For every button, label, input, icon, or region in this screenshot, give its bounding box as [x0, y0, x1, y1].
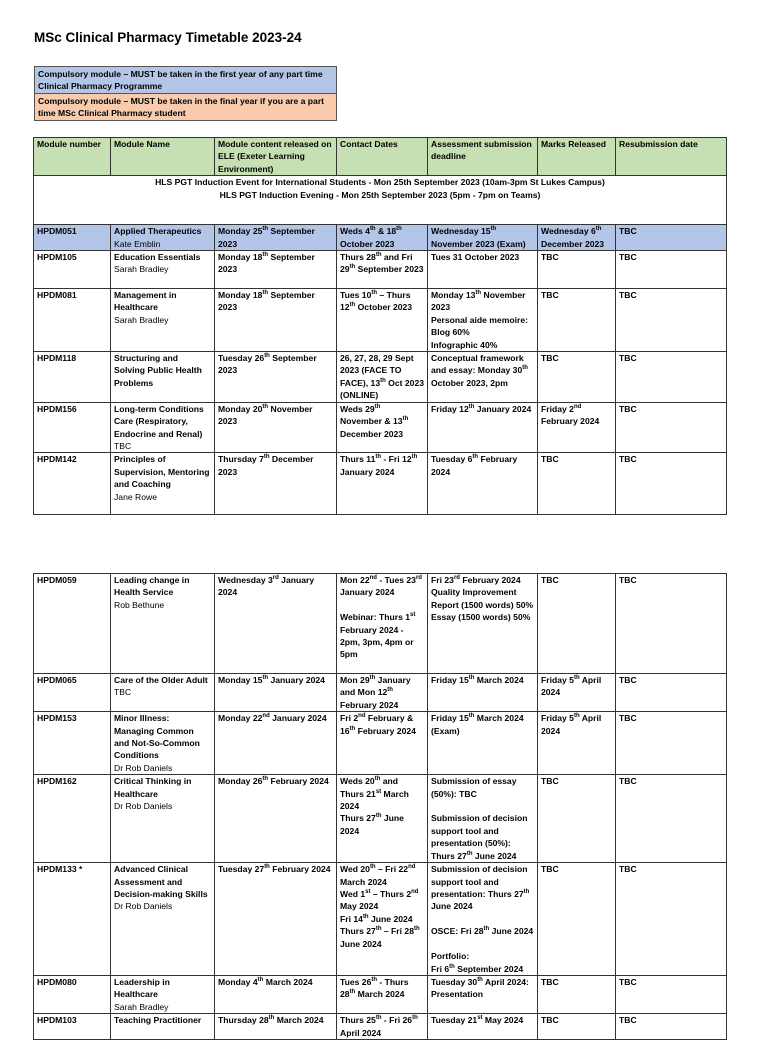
- assessment-deadline-cell: Conceptual framework and essay: Monday 30th October 2023, 2pm: [428, 352, 538, 403]
- module-name: Long-term Conditions Care (Respiratory, Endocrine and Renal): [114, 403, 204, 439]
- table-row: [34, 712, 727, 775]
- module-number-cell: HPDM065: [34, 674, 111, 712]
- contact-dates-cell: 26, 27, 28, 29 Sept 2023 (FACE TO FACE), 13th Oct 2023 (ONLINE): [337, 352, 428, 403]
- induction-event-cell: [34, 176, 727, 225]
- module-number-cell: HPDM080: [34, 975, 111, 1013]
- module-name-cell: [111, 251, 215, 289]
- module-name: Critical Thinking in Healthcare: [114, 776, 192, 799]
- marks-released-cell: Friday 2nd February 2024: [538, 402, 616, 453]
- module-name-cell: [111, 712, 215, 775]
- assessment-deadline-cell: Fri 23rd February 2024 Quality Improvement Report (1500 words) 50% Essay (1500 words) 50%: [428, 574, 538, 674]
- contact-dates-cell: Weds 4th & 18th October 2023: [337, 225, 428, 251]
- content-release-cell: Wednesday 3rd January 2024: [215, 574, 337, 674]
- module-name: Leading change in Health Service: [114, 575, 190, 598]
- table-row: [34, 674, 727, 712]
- module-tutor: TBC: [114, 687, 132, 698]
- module-name: Management in Healthcare: [114, 290, 177, 313]
- module-name-cell: [111, 402, 215, 453]
- assessment-deadline-cell: Submission of essay (50%): TBC Submission of decision support tool and presentation (50%): Thurs 27th June 2024: [428, 775, 538, 863]
- resubmission-cell: TBC: [616, 863, 727, 976]
- module-name-cell: [111, 1014, 215, 1040]
- module-name: Education Essentials: [114, 252, 201, 263]
- table-row: [34, 289, 727, 352]
- table-row: [34, 453, 727, 515]
- legend-final-year: [35, 94, 337, 121]
- header-module-name: Module Name: [111, 138, 215, 176]
- content-release-cell: Tuesday 27th February 2024: [215, 863, 337, 976]
- module-number-cell: HPDM118: [34, 352, 111, 403]
- module-name-cell: [111, 863, 215, 976]
- assessment-deadline-cell: Wednesday 15th November 2023 (Exam): [428, 225, 538, 251]
- resubmission-cell: TBC: [616, 1014, 727, 1040]
- assessment-deadline-cell: Submission of decision support tool and presentation: Thurs 27th June 2024 OSCE: Fri 28th June 2024 Portfolio: Fri 6th September 2024: [428, 863, 538, 976]
- marks-released-cell: TBC: [538, 863, 616, 976]
- marks-released-cell: Friday 5th April 2024: [538, 674, 616, 712]
- marks-released-cell: TBC: [538, 289, 616, 352]
- assessment-deadline-cell: Friday 12th January 2024: [428, 402, 538, 453]
- table-row: [34, 975, 727, 1013]
- assessment-deadline-cell: Friday 15th March 2024: [428, 674, 538, 712]
- module-tutor: Sarah Bradley: [114, 314, 169, 325]
- assessment-deadline-cell: Monday 13th November 2023 Personal aide memoire: Blog 60% Infographic 40%: [428, 289, 538, 352]
- marks-released-cell: Friday 5th April 2024: [538, 712, 616, 775]
- header-marks-released: Marks Released: [538, 138, 616, 176]
- content-release-cell: Tuesday 26th September 2023: [215, 352, 337, 403]
- contact-dates-cell: Weds 20th and Thurs 21st March 2024 Thurs 27th June 2024: [337, 775, 428, 863]
- module-name: Leadership in Healthcare: [114, 976, 170, 1000]
- module-tutor: Sarah Bradley: [114, 264, 169, 275]
- module-tutor: TBC: [114, 440, 132, 451]
- header-resubmission-date: Resubmission date: [616, 138, 727, 176]
- induction-event-row: [34, 176, 727, 225]
- marks-released-cell: TBC: [538, 975, 616, 1013]
- module-name-cell: [111, 225, 215, 251]
- contact-dates-cell: Wed 20th – Fri 22nd March 2024 Wed 1st – Thurs 2nd May 2024 Fri 14th June 2024 Thurs 27th – Fri 28th June 2024: [337, 863, 428, 976]
- content-release-cell: Monday 18th September 2023: [215, 289, 337, 352]
- module-number-cell: HPDM103: [34, 1014, 111, 1040]
- marks-released-cell: TBC: [538, 453, 616, 515]
- module-name: Structuring and Solving Public Health Problems: [114, 353, 202, 388]
- header-contact-dates: Contact Dates: [337, 138, 428, 176]
- table-row: [34, 352, 727, 403]
- module-number-cell: HPDM162: [34, 775, 111, 863]
- table-row: [34, 225, 727, 251]
- contact-dates-cell: Mon 22nd - Tues 23rd January 2024 Webinar: Thurs 1st February 2024 - 2pm, 3pm, 4pm or 5pm: [337, 574, 428, 674]
- content-release-cell: Monday 15th January 2024: [215, 674, 337, 712]
- module-name: Applied Therapeutics: [114, 226, 202, 237]
- resubmission-cell: TBC: [616, 775, 727, 863]
- module-number-cell: HPDM105: [34, 251, 111, 289]
- timetable-part-1: [33, 137, 727, 515]
- table-header-row: [34, 138, 727, 176]
- contact-dates-cell: Tues 10th – Thurs 12th October 2023: [337, 289, 428, 352]
- legend-table: [34, 66, 337, 121]
- resubmission-cell: TBC: [616, 402, 727, 453]
- module-tutor: Sarah Bradley: [114, 1001, 169, 1012]
- content-release-cell: Thursday 28th March 2024: [215, 1014, 337, 1040]
- resubmission-cell: TBC: [616, 712, 727, 775]
- resubmission-cell: TBC: [616, 674, 727, 712]
- legend-first-year-text: Compulsory module – MUST be taken in the first year of any part time Clinical Pharmacy Programme: [35, 67, 337, 94]
- module-number-cell: HPDM142: [34, 453, 111, 515]
- module-tutor: Dr Rob Daniels: [114, 801, 173, 812]
- contact-dates-cell: Tues 26th - Thurs 28th March 2024: [337, 975, 428, 1013]
- table-row: [34, 863, 727, 976]
- content-release-cell: Monday 26th February 2024: [215, 775, 337, 863]
- table-row: [34, 775, 727, 863]
- module-number-cell: HPDM081: [34, 289, 111, 352]
- module-tutor: Jane Rowe: [114, 491, 157, 502]
- legend-final-year-text: Compulsory module – MUST be taken in the final year if you are a part time MSc Clinical Pharmacy student: [35, 94, 337, 121]
- assessment-deadline-cell: Tuesday 21st May 2024: [428, 1014, 538, 1040]
- module-name-cell: [111, 975, 215, 1013]
- module-name-cell: [111, 352, 215, 403]
- header-assessment-deadline: Assessment submission deadline: [428, 138, 538, 176]
- resubmission-cell: TBC: [616, 352, 727, 403]
- content-release-cell: Monday 20th November 2023: [215, 402, 337, 453]
- assessment-deadline-cell: Friday 15th March 2024 (Exam): [428, 712, 538, 775]
- assessment-deadline-cell: Tuesday 30th April 2024: Presentation: [428, 975, 538, 1013]
- table-row: [34, 574, 727, 674]
- module-number-cell: HPDM051: [34, 225, 111, 251]
- content-release-cell: Monday 22nd January 2024: [215, 712, 337, 775]
- content-release-cell: Monday 25th September 2023: [215, 225, 337, 251]
- contact-dates-cell: Thurs 28th and Fri 29th September 2023: [337, 251, 428, 289]
- resubmission-cell: TBC: [616, 251, 727, 289]
- resubmission-cell: TBC: [616, 453, 727, 515]
- module-tutor: Dr Rob Daniels: [114, 762, 173, 773]
- contact-dates-cell: Fri 2nd February & 16th February 2024: [337, 712, 428, 775]
- resubmission-cell: TBC: [616, 574, 727, 674]
- module-name-cell: [111, 574, 215, 674]
- contact-dates-cell: Weds 29th November & 13th December 2023: [337, 402, 428, 453]
- resubmission-cell: TBC: [616, 975, 727, 1013]
- assessment-deadline-cell: Tuesday 6th February 2024: [428, 453, 538, 515]
- contact-dates-cell: Thurs 11th - Fri 12th January 2024: [337, 453, 428, 515]
- header-module-number: Module number: [34, 138, 111, 176]
- timetable-part-2: [33, 573, 727, 1040]
- marks-released-cell: TBC: [538, 352, 616, 403]
- contact-dates-cell: Thurs 25th - Fri 26th April 2024: [337, 1014, 428, 1040]
- marks-released-cell: Wednesday 6th December 2023: [538, 225, 616, 251]
- module-name: Minor Illness: Managing Common and Not-So-Common Conditions: [114, 713, 200, 761]
- assessment-deadline-cell: Tues 31 October 2023: [428, 251, 538, 289]
- module-name: Principles of Supervision, Mentoring and Coaching: [114, 454, 210, 490]
- legend-first-year: [35, 67, 337, 94]
- marks-released-cell: TBC: [538, 1014, 616, 1040]
- induction-event-line-1: HLS PGT Induction Event for International Students - Mon 25th September 2023 (10am-3pm St Lukes Campus): [155, 177, 605, 188]
- module-number-cell: HPDM153: [34, 712, 111, 775]
- contact-dates-cell: Mon 29th January and Mon 12th February 2024: [337, 674, 428, 712]
- induction-event-line-2: HLS PGT Induction Evening - Mon 25th September 2023 (5pm - 7pm on Teams): [219, 189, 541, 200]
- page-title: MSc Clinical Pharmacy Timetable 2023-24: [34, 30, 302, 45]
- content-release-cell: Monday 4th March 2024: [215, 975, 337, 1013]
- module-name-cell: [111, 289, 215, 352]
- table-row: [34, 1014, 727, 1040]
- marks-released-cell: TBC: [538, 775, 616, 863]
- content-release-cell: Thursday 7th December 2023: [215, 453, 337, 515]
- module-name: Care of the Older Adult: [114, 675, 208, 685]
- resubmission-cell: TBC: [616, 289, 727, 352]
- table-row: [34, 402, 727, 453]
- header-content-released: Module content released on ELE (Exeter Learning Environment): [215, 138, 337, 176]
- module-name: Teaching Practitioner: [114, 1015, 202, 1026]
- module-tutor: Kate Emblin: [114, 238, 161, 249]
- module-number-cell: HPDM059: [34, 574, 111, 674]
- resubmission-cell: TBC: [616, 225, 727, 251]
- marks-released-cell: TBC: [538, 251, 616, 289]
- module-name-cell: [111, 674, 215, 712]
- module-tutor: Dr Rob Daniels: [114, 901, 173, 912]
- module-tutor: Rob Bethune: [114, 599, 165, 610]
- module-number-cell: HPDM133 *: [34, 863, 111, 976]
- module-number-cell: HPDM156: [34, 402, 111, 453]
- content-release-cell: Monday 18th September 2023: [215, 251, 337, 289]
- module-name: Advanced Clinical Assessment and Decision-making Skills: [114, 864, 208, 900]
- table-row: [34, 251, 727, 289]
- module-name-cell: [111, 453, 215, 515]
- marks-released-cell: TBC: [538, 574, 616, 674]
- module-name-cell: [111, 775, 215, 863]
